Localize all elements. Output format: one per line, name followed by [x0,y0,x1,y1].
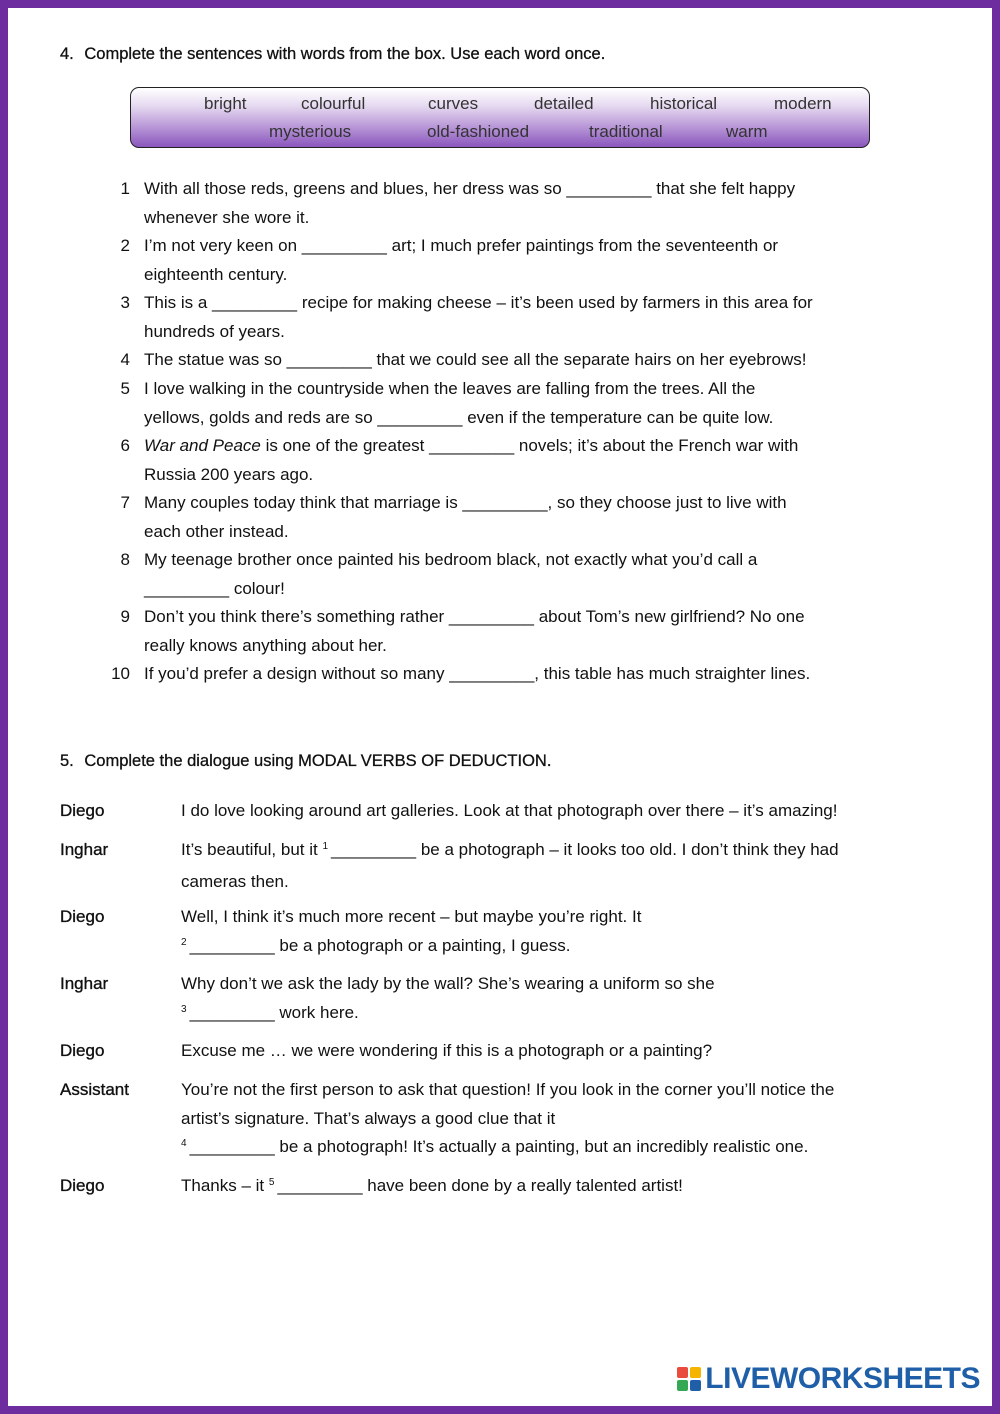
item-text-line: Don’t you think there’s something rather _________ about Tom’s new girlfriend? No one [144,607,805,626]
logo-block [690,1367,701,1378]
item-number: 5 [120,379,130,398]
item-number: 4 [120,350,130,369]
item-text-line: hundreds of years. [144,321,285,341]
item-number: 7 [120,493,130,512]
word-box-item: historical [650,94,718,113]
exercise-5-heading [60,752,551,771]
item-number: 2 [120,236,130,255]
item-text-line: With all those reds, greens and blues, her dress was so _________ that she felt happy [144,179,796,198]
speaker-name: Inghar [60,974,109,993]
word-box-item: traditional [589,122,663,141]
dialogue-text: Excuse me … we were wondering if this is a photograph or a painting? [181,1041,713,1060]
item-text-line: _________ colour! [144,578,285,598]
item-text-line: I love walking in the countryside when the leaves are falling from the trees. All the [144,379,756,398]
word-box-item: old-fashioned [427,122,530,141]
logo-block [677,1367,688,1378]
word-box-item: mysterious [269,122,352,141]
speaker-name: Inghar [60,840,109,859]
speaker-name: Diego [60,907,105,926]
item-text-line: is one of the greatest _________ novels; it’s about the French war with [260,436,799,455]
item-number: 10 [111,664,130,683]
dialogue-text: cameras then. [181,871,289,891]
logo-block [677,1380,688,1391]
exercise-5-number: 5. [60,752,74,770]
speaker-name: Diego [60,1041,105,1060]
item-text-line: really knows anything about her. [144,635,387,655]
item-number: 6 [120,436,130,455]
dialogue-text: I do love looking around art galleries. Look at that photograph over there – it’s amazing! [181,801,838,820]
word-box-item: bright [204,94,247,113]
item-number: 3 [120,293,130,312]
book-title: War and Peace [144,436,261,455]
item-text-line: This is a _________ recipe for making cheese – it’s been used by farmers in this area for [144,293,813,312]
item-text-line: yellows, golds and reds are so _________ even if the temperature can be quite low. [144,407,774,427]
word-box [130,87,870,148]
dialogue-text: _________ be a photograph or a painting, I guess. [189,935,571,955]
exercise-5-instruction: Complete the dialogue using MODAL VERBS OF DEDUCTION. [84,752,552,770]
dialogue-text: artist’s signature. That’s always a good clue that it [181,1108,556,1128]
dialogue-text: Thanks – it [181,1176,269,1195]
word-box-item: colourful [301,94,366,113]
dialogue-text: _________ work here. [189,1002,359,1022]
item-text-line: Russia 200 years ago. [144,464,314,484]
item-text-line: If you’d prefer a design without so many _________, this table has much straighter lines. [144,664,811,683]
dialogue-text: You’re not the first person to ask that question! If you look in the corner you’ll notice the [181,1080,835,1099]
gap-number: 2 [181,936,187,948]
liveworksheets-logo[interactable] [677,1362,980,1396]
item-text-line: whenever she wore it. [144,207,310,227]
dialogue-text: _________ be a photograph! It’s actually a painting, but an incredibly realistic one. [189,1137,809,1157]
logo-block [690,1380,701,1391]
item-text-line: The statue was so _________ that we could see all the separate hairs on her eyebrows! [144,350,807,369]
logo-text: LIVEWORKSHEETS [705,1362,980,1395]
item-number: 1 [120,179,130,198]
item-number: 9 [120,607,130,626]
speaker-name: Diego [60,1176,105,1195]
item-text-line: I’m not very keen on _________ art; I much prefer paintings from the seventeenth or [144,236,779,255]
exercise-4-instruction: Complete the sentences with words from the box. Use each word once. [84,45,606,63]
gap-number: 1 [322,841,328,852]
dialogue-text: It’s beautiful, but it [181,840,323,859]
logo-mark-icon [677,1367,701,1391]
dialogue-text: _________ have been done by a really talented artist! [277,1176,683,1195]
speaker-name: Diego [60,801,105,820]
dialogue-text: Why don’t we ask the lady by the wall? She’s wearing a uniform so she [181,974,715,993]
item-text-line: eighteenth century. [144,264,288,284]
dialogue-text: Well, I think it’s much more recent – but maybe you’re right. It [181,907,642,926]
speaker-name: Assistant [60,1080,129,1099]
dialogue-text: _________ be a photograph – it looks too old. I don’t think they had [331,840,839,859]
word-box-item: warm [726,122,768,141]
exercise-4-heading [60,45,605,64]
exercise-4-number: 4. [60,45,74,63]
gap-number: 4 [181,1138,187,1150]
gap-number: 5 [268,1177,275,1188]
item-text-line: each other instead. [144,521,289,541]
item-text-line: Many couples today think that marriage is _________, so they choose just to live with [144,493,787,512]
word-box-item: modern [774,94,832,113]
item-number: 8 [120,550,130,569]
word-box-item: curves [428,94,479,113]
word-box-item: detailed [534,94,594,113]
gap-number: 3 [181,1003,187,1015]
item-text-line: My teenage brother once painted his bedroom black, not exactly what you’d call a [144,550,758,569]
